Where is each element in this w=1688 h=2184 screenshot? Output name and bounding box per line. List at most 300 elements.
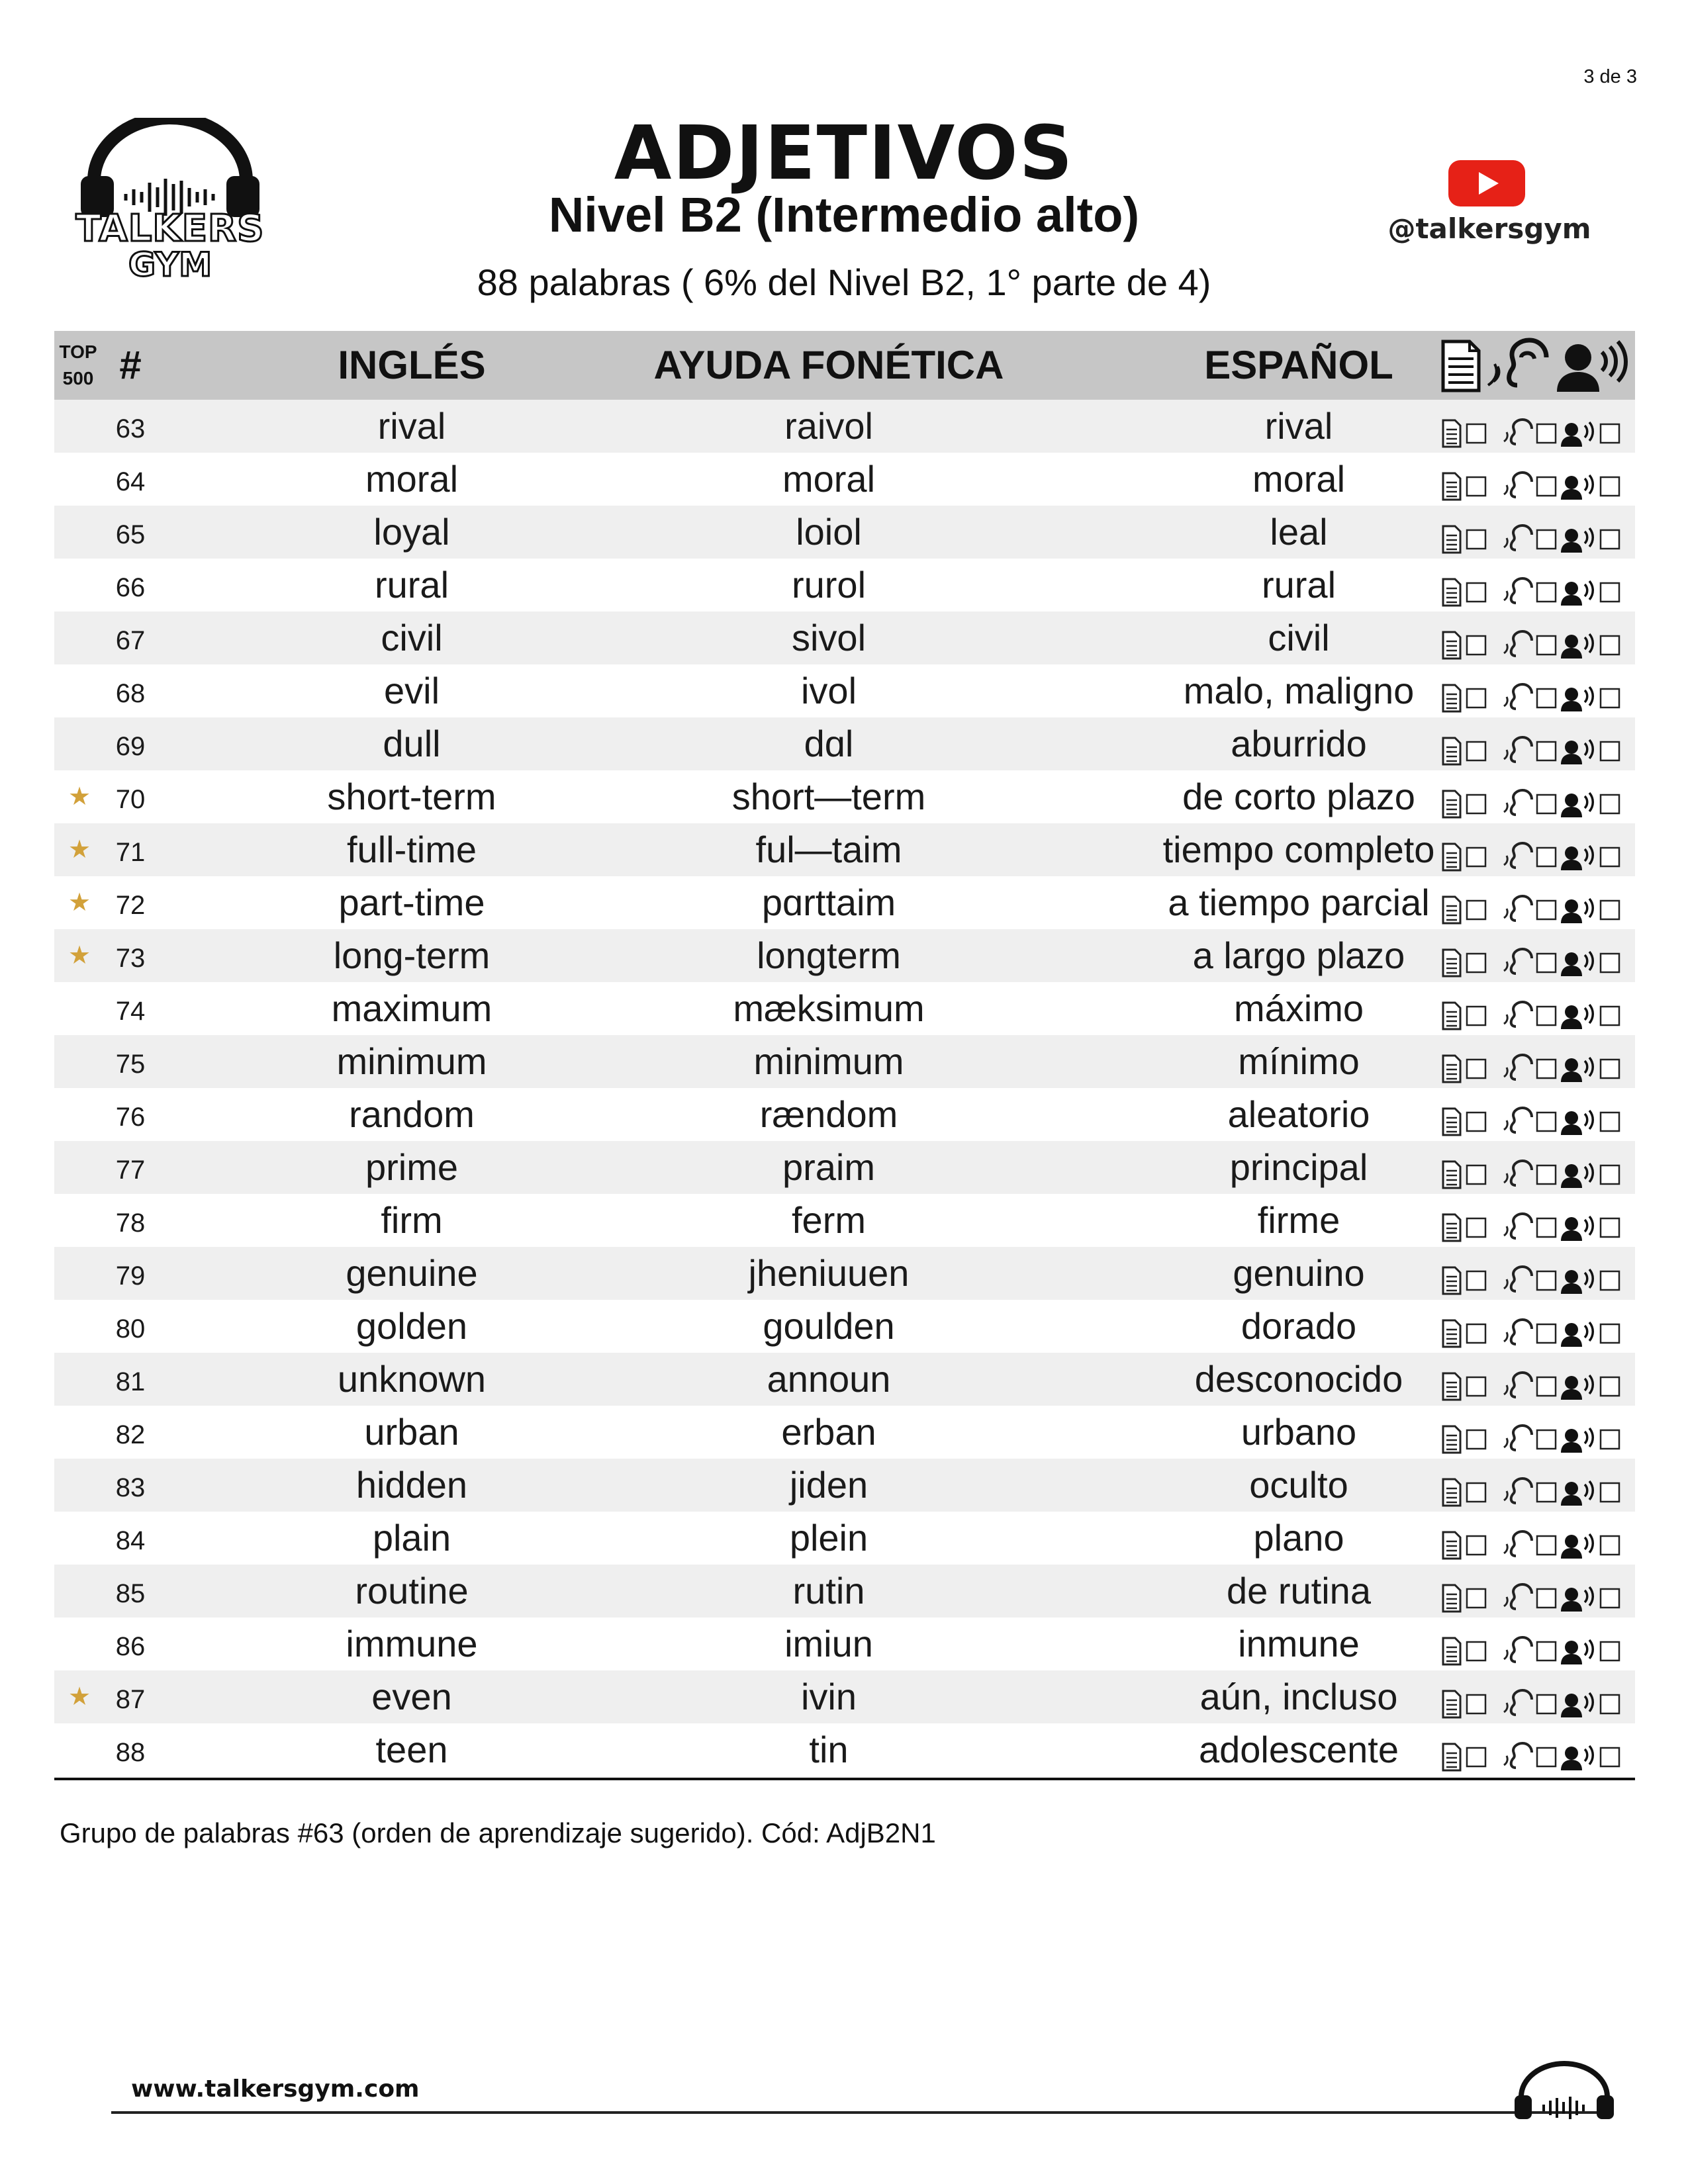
table-row bbox=[54, 1406, 1635, 1459]
top-500-star-icon: ★ bbox=[68, 1683, 91, 1711]
word-number: 76 bbox=[115, 1103, 146, 1132]
phonetic-aid: rutin bbox=[792, 1570, 865, 1612]
top-500-star-icon bbox=[60, 717, 99, 770]
speak-small-icon bbox=[1561, 740, 1593, 764]
practice-checkboxes[interactable] bbox=[1438, 1469, 1630, 1501]
table-row bbox=[54, 1247, 1635, 1300]
channel-handle[interactable]: @talkersgym bbox=[1387, 212, 1591, 245]
top-500-star-icon bbox=[60, 1194, 99, 1247]
table-row bbox=[54, 1459, 1635, 1512]
practice-checkboxes[interactable] bbox=[1438, 410, 1630, 442]
listen-small-icon bbox=[1504, 1002, 1532, 1026]
practice-checkboxes[interactable] bbox=[1438, 1522, 1630, 1554]
english-word: genuine bbox=[346, 1252, 478, 1294]
english-word: golden bbox=[355, 1305, 468, 1347]
listen-small-icon bbox=[1504, 896, 1532, 921]
spanish-translation: urbano bbox=[1241, 1411, 1357, 1453]
practice-checkboxes[interactable] bbox=[1438, 1152, 1630, 1183]
practice-checkboxes-icon bbox=[1438, 1582, 1630, 1614]
speak-icon bbox=[1557, 341, 1626, 392]
word-number: 70 bbox=[115, 785, 146, 814]
spanish-translation: inmune bbox=[1238, 1623, 1360, 1664]
spanish-translation: moral bbox=[1252, 458, 1346, 500]
english-word: minimum bbox=[336, 1040, 487, 1082]
word-number: 80 bbox=[115, 1314, 146, 1343]
word-number: 71 bbox=[115, 838, 146, 867]
listen-small-icon bbox=[1504, 1320, 1532, 1344]
english-word: hidden bbox=[355, 1464, 468, 1506]
vocabulary-table bbox=[54, 331, 1635, 1776]
spanish-translation: de rutina bbox=[1227, 1570, 1371, 1612]
practice-checkboxes-icon bbox=[1438, 1477, 1630, 1508]
top-500-star-icon bbox=[60, 559, 99, 612]
speak-small-icon bbox=[1561, 1375, 1593, 1400]
read-small-icon bbox=[1443, 1056, 1460, 1082]
practice-checkboxes-icon bbox=[1438, 1688, 1630, 1720]
read-icon bbox=[1443, 341, 1479, 390]
read-small-icon bbox=[1443, 473, 1460, 500]
practice-checkboxes[interactable] bbox=[1438, 940, 1630, 972]
practice-checkboxes-icon bbox=[1438, 629, 1630, 661]
practice-checkboxes[interactable] bbox=[1438, 1046, 1630, 1077]
table-row bbox=[54, 929, 1635, 982]
phonetic-aid: pɑrttaim bbox=[761, 882, 896, 923]
phonetic-aid: longterm bbox=[757, 934, 901, 976]
logo-word-talkers: TALKERS bbox=[75, 207, 265, 250]
speak-small-icon bbox=[1561, 581, 1593, 606]
top-500-star-icon bbox=[60, 1617, 99, 1670]
speak-small-icon bbox=[1561, 1269, 1593, 1294]
table-row bbox=[54, 664, 1635, 717]
read-small-icon bbox=[1443, 420, 1460, 447]
word-number: 69 bbox=[115, 732, 146, 761]
listen-small-icon bbox=[1504, 473, 1532, 497]
english-word: plain bbox=[372, 1517, 451, 1559]
phonetic-aid: imiun bbox=[784, 1623, 873, 1664]
table-row bbox=[54, 982, 1635, 1035]
table-row bbox=[54, 1300, 1635, 1353]
read-small-icon bbox=[1443, 844, 1460, 870]
listen-small-icon bbox=[1504, 1161, 1532, 1185]
read-small-icon bbox=[1443, 1161, 1460, 1188]
phonetic-aid: raivol bbox=[784, 405, 873, 447]
speak-small-icon bbox=[1561, 1534, 1593, 1559]
table-row bbox=[54, 1353, 1635, 1406]
table-bottom-rule bbox=[54, 1778, 1635, 1780]
read-small-icon bbox=[1443, 1267, 1460, 1294]
spanish-translation: malo, maligno bbox=[1183, 670, 1415, 711]
practice-checkboxes-icon bbox=[1438, 1424, 1630, 1455]
listen-small-icon bbox=[1504, 843, 1532, 868]
practice-checkboxes-icon bbox=[1438, 894, 1630, 926]
footer-url-link[interactable]: www.talkersgym.com bbox=[131, 2075, 420, 2103]
practice-checkboxes[interactable] bbox=[1438, 1257, 1630, 1289]
word-number: 78 bbox=[115, 1208, 146, 1238]
speak-small-icon bbox=[1561, 1322, 1593, 1347]
phonetic-aid: plein bbox=[789, 1517, 868, 1559]
phonetic-aid: ful—taim bbox=[755, 829, 902, 870]
word-number: 66 bbox=[115, 573, 146, 602]
listen-small-icon bbox=[1504, 1637, 1532, 1662]
read-small-icon bbox=[1443, 1585, 1460, 1612]
read-small-icon bbox=[1443, 1638, 1460, 1664]
english-word: maximum bbox=[331, 987, 492, 1029]
english-word: part-time bbox=[338, 882, 485, 923]
english-word: teen bbox=[375, 1729, 448, 1770]
english-word: rural bbox=[374, 564, 449, 606]
phonetic-aid: dɑl bbox=[804, 723, 854, 764]
table-row bbox=[54, 1035, 1635, 1088]
top-label: TOP bbox=[59, 341, 97, 362]
word-number: 73 bbox=[115, 944, 146, 973]
spanish-translation: plano bbox=[1253, 1517, 1344, 1559]
phonetic-aid: ivin bbox=[800, 1676, 857, 1717]
spanish-translation: firme bbox=[1257, 1199, 1340, 1241]
phonetic-aid: goulden bbox=[763, 1305, 895, 1347]
top-500-star-icon bbox=[60, 1247, 99, 1300]
listen-small-icon bbox=[1504, 1055, 1532, 1079]
top-500-star-icon: ★ bbox=[68, 942, 91, 970]
table-row bbox=[54, 1088, 1635, 1141]
phonetic-aid: moral bbox=[782, 458, 876, 500]
footnote: Grupo de palabras #63 (orden de aprendizaje sugerido). Cód: AdjB2N1 bbox=[60, 1817, 936, 1848]
word-number: 87 bbox=[115, 1685, 146, 1714]
speak-small-icon bbox=[1561, 1005, 1593, 1029]
word-number: 86 bbox=[115, 1632, 146, 1661]
phonetic-aid: praim bbox=[782, 1146, 876, 1188]
practice-checkboxes[interactable] bbox=[1438, 569, 1630, 601]
table-row bbox=[54, 1194, 1635, 1247]
speak-small-icon bbox=[1561, 793, 1593, 817]
phonetic-aid: loiol bbox=[796, 511, 862, 553]
table-row bbox=[54, 717, 1635, 770]
listen-small-icon bbox=[1504, 684, 1532, 709]
english-word: immune bbox=[346, 1623, 478, 1664]
top-500-star-icon bbox=[60, 1406, 99, 1459]
word-number: 72 bbox=[115, 891, 146, 920]
spanish-translation: aleatorio bbox=[1227, 1093, 1370, 1135]
footer-divider bbox=[111, 2111, 1614, 2114]
practice-checkboxes[interactable] bbox=[1438, 1310, 1630, 1342]
read-small-icon bbox=[1443, 632, 1460, 659]
practice-checkboxes[interactable] bbox=[1438, 463, 1630, 495]
phonetic-aid: erban bbox=[781, 1411, 876, 1453]
listen-small-icon bbox=[1504, 1267, 1532, 1291]
word-number: 75 bbox=[115, 1050, 146, 1079]
practice-checkboxes[interactable] bbox=[1438, 728, 1630, 760]
read-small-icon bbox=[1443, 685, 1460, 711]
english-word: even bbox=[371, 1676, 452, 1717]
speak-small-icon bbox=[1561, 1428, 1593, 1453]
read-small-icon bbox=[1443, 738, 1460, 764]
read-small-icon bbox=[1443, 897, 1460, 923]
spanish-translation: aburrido bbox=[1231, 723, 1367, 764]
spanish-translation: tiempo completo bbox=[1162, 829, 1435, 870]
word-number: 85 bbox=[115, 1579, 146, 1608]
spanish-translation: de corto plazo bbox=[1182, 776, 1415, 817]
english-word: prime bbox=[365, 1146, 459, 1188]
practice-checkboxes[interactable] bbox=[1438, 781, 1630, 813]
practice-checkboxes[interactable] bbox=[1438, 516, 1630, 548]
listen-small-icon bbox=[1504, 1743, 1532, 1768]
read-small-icon bbox=[1443, 579, 1460, 606]
phonetic-aid: announ bbox=[767, 1358, 891, 1400]
practice-checkboxes-icon bbox=[1438, 1265, 1630, 1297]
phonetic-aid: ivol bbox=[800, 670, 857, 711]
practice-checkboxes[interactable] bbox=[1438, 887, 1630, 919]
word-number: 65 bbox=[115, 520, 146, 549]
english-word: firm bbox=[381, 1199, 443, 1241]
practice-checkboxes-icon bbox=[1438, 735, 1630, 767]
top-500-star-icon bbox=[60, 1565, 99, 1617]
practice-checkboxes-icon bbox=[1438, 1053, 1630, 1085]
word-count-line: 88 palabras ( 6% del Nivel B2, 1° parte de 4) bbox=[477, 261, 1211, 303]
english-word: random bbox=[349, 1093, 475, 1135]
practice-checkboxes-icon bbox=[1438, 576, 1630, 608]
practice-checkboxes-icon bbox=[1438, 788, 1630, 820]
practice-checkboxes-icon bbox=[1438, 682, 1630, 714]
spanish-translation: principal bbox=[1229, 1146, 1368, 1188]
english-header: INGLÉS bbox=[338, 343, 486, 387]
spanish-translation: oculto bbox=[1249, 1464, 1348, 1506]
practice-icons-header bbox=[1438, 338, 1630, 393]
listen-small-icon bbox=[1504, 1426, 1532, 1450]
phonetic-aid: minimum bbox=[753, 1040, 904, 1082]
phonetic-header: AYUDA FONÉTICA bbox=[653, 343, 1004, 387]
english-word: unknown bbox=[337, 1358, 487, 1400]
table-row bbox=[54, 823, 1635, 876]
practice-checkboxes[interactable] bbox=[1438, 834, 1630, 866]
word-number: 74 bbox=[115, 997, 146, 1026]
table-row bbox=[54, 453, 1635, 506]
table-row bbox=[54, 1512, 1635, 1565]
speak-small-icon bbox=[1561, 1587, 1593, 1612]
top-500-star-icon bbox=[60, 1353, 99, 1406]
phonetic-aid: sivol bbox=[791, 617, 867, 659]
english-word: evil bbox=[383, 670, 440, 711]
practice-checkboxes-icon bbox=[1438, 1159, 1630, 1191]
english-word: urban bbox=[364, 1411, 459, 1453]
practice-checkboxes[interactable] bbox=[1438, 622, 1630, 654]
number-header: # bbox=[119, 343, 142, 387]
speak-small-icon bbox=[1561, 899, 1593, 923]
speak-small-icon bbox=[1561, 1481, 1593, 1506]
speak-small-icon bbox=[1561, 952, 1593, 976]
practice-checkboxes-icon bbox=[1438, 1635, 1630, 1667]
practice-checkboxes[interactable] bbox=[1438, 675, 1630, 707]
listen-small-icon bbox=[1504, 1531, 1532, 1556]
practice-checkboxes-icon bbox=[1438, 1529, 1630, 1561]
listen-small-icon bbox=[1504, 578, 1532, 603]
listen-small-icon bbox=[1504, 525, 1532, 550]
practice-checkboxes-icon bbox=[1438, 1741, 1630, 1773]
spanish-translation: adolescente bbox=[1198, 1729, 1399, 1770]
word-number: 67 bbox=[115, 626, 146, 655]
practice-checkboxes-icon bbox=[1438, 1371, 1630, 1402]
page-subtitle: Nivel B2 (Intermedio alto) bbox=[548, 187, 1140, 242]
top-500-star-icon bbox=[60, 1035, 99, 1088]
read-small-icon bbox=[1443, 950, 1460, 976]
phonetic-aid: rændom bbox=[759, 1093, 898, 1135]
listen-small-icon bbox=[1504, 1108, 1532, 1132]
practice-checkboxes[interactable] bbox=[1438, 1681, 1630, 1713]
read-small-icon bbox=[1443, 526, 1460, 553]
practice-checkboxes-icon bbox=[1438, 1318, 1630, 1349]
read-small-icon bbox=[1443, 1214, 1460, 1241]
practice-checkboxes[interactable] bbox=[1438, 1734, 1630, 1766]
listen-small-icon bbox=[1504, 420, 1532, 444]
phonetic-aid: ferm bbox=[792, 1199, 866, 1241]
spanish-translation: rival bbox=[1264, 405, 1333, 447]
spanish-translation: aún, incluso bbox=[1199, 1676, 1398, 1717]
speak-small-icon bbox=[1561, 846, 1593, 870]
table-row bbox=[54, 400, 1635, 453]
top-500-star-icon bbox=[60, 1459, 99, 1512]
listen-small-icon bbox=[1504, 790, 1532, 815]
table-row bbox=[54, 1723, 1635, 1776]
practice-checkboxes-icon bbox=[1438, 1212, 1630, 1244]
top-500-star-icon bbox=[60, 1300, 99, 1353]
speak-small-icon bbox=[1561, 422, 1593, 447]
listen-small-icon bbox=[1504, 1690, 1532, 1715]
spanish-translation: a tiempo parcial bbox=[1168, 882, 1430, 923]
listen-small-icon bbox=[1504, 1584, 1532, 1609]
listen-small-icon bbox=[1504, 949, 1532, 974]
speak-small-icon bbox=[1561, 528, 1593, 553]
read-small-icon bbox=[1443, 1426, 1460, 1453]
phonetic-aid: jheniuuen bbox=[748, 1252, 910, 1294]
english-word: loyal bbox=[373, 511, 450, 553]
top-500-star-icon bbox=[60, 453, 99, 506]
spanish-translation: civil bbox=[1268, 617, 1330, 659]
speak-small-icon bbox=[1561, 634, 1593, 659]
practice-checkboxes-icon bbox=[1438, 418, 1630, 449]
footer-headphones-icon bbox=[1508, 2058, 1620, 2124]
english-word: short-term bbox=[327, 776, 496, 817]
read-small-icon bbox=[1443, 1373, 1460, 1400]
table-body bbox=[54, 400, 1635, 1776]
table-row bbox=[54, 559, 1635, 612]
table-row bbox=[54, 876, 1635, 929]
listen-small-icon bbox=[1504, 1479, 1532, 1503]
word-number: 81 bbox=[115, 1367, 146, 1396]
listen-small-icon bbox=[1504, 1373, 1532, 1397]
top-500-star-icon bbox=[60, 1723, 99, 1776]
practice-checkboxes-icon bbox=[1438, 523, 1630, 555]
read-small-icon bbox=[1443, 1744, 1460, 1770]
top-500-star-icon: ★ bbox=[68, 836, 91, 864]
spanish-translation: a largo plazo bbox=[1192, 934, 1405, 976]
read-small-icon bbox=[1443, 1479, 1460, 1506]
spanish-translation: leal bbox=[1270, 511, 1328, 553]
speak-small-icon bbox=[1561, 1746, 1593, 1770]
read-small-icon bbox=[1443, 1532, 1460, 1559]
practice-checkboxes[interactable] bbox=[1438, 1363, 1630, 1395]
practice-checkboxes-icon bbox=[1438, 841, 1630, 873]
table-row bbox=[54, 1565, 1635, 1617]
word-number: 82 bbox=[115, 1420, 146, 1449]
phonetic-aid: tin bbox=[809, 1729, 849, 1770]
word-number: 77 bbox=[115, 1156, 146, 1185]
practice-checkboxes[interactable] bbox=[1438, 1575, 1630, 1607]
practice-checkboxes[interactable] bbox=[1438, 993, 1630, 1024]
top-500-star-icon bbox=[60, 612, 99, 664]
practice-checkboxes-icon bbox=[1438, 471, 1630, 502]
english-word: full-time bbox=[346, 829, 477, 870]
table-row bbox=[54, 770, 1635, 823]
logo-word-gym: GYM bbox=[128, 246, 212, 284]
word-number: 68 bbox=[115, 679, 146, 708]
word-number: 84 bbox=[115, 1526, 146, 1555]
english-word: long-term bbox=[333, 934, 491, 976]
top-500-star-icon bbox=[60, 506, 99, 559]
word-number: 83 bbox=[115, 1473, 146, 1502]
speak-small-icon bbox=[1561, 1163, 1593, 1188]
phonetic-aid: jiden bbox=[789, 1464, 868, 1506]
spanish-translation: desconocido bbox=[1194, 1358, 1403, 1400]
spanish-translation: genuino bbox=[1233, 1252, 1365, 1294]
table-row bbox=[54, 612, 1635, 664]
speak-small-icon bbox=[1561, 475, 1593, 500]
spanish-translation: mínimo bbox=[1238, 1040, 1360, 1082]
spanish-header: ESPAÑOL bbox=[1204, 343, 1393, 387]
top-count-label: 500 bbox=[62, 368, 94, 388]
spanish-translation: dorado bbox=[1241, 1305, 1357, 1347]
word-number: 88 bbox=[115, 1738, 146, 1767]
speak-small-icon bbox=[1561, 1693, 1593, 1717]
english-word: dull bbox=[383, 723, 441, 764]
top-500-star-icon bbox=[60, 664, 99, 717]
read-small-icon bbox=[1443, 1691, 1460, 1717]
practice-checkboxes-icon bbox=[1438, 947, 1630, 979]
speak-small-icon bbox=[1561, 1111, 1593, 1135]
top-500-star-icon bbox=[60, 1512, 99, 1565]
top-500-star-icon: ★ bbox=[68, 889, 91, 917]
english-word: moral bbox=[365, 458, 459, 500]
top-500-star-icon: ★ bbox=[68, 783, 91, 811]
listen-icon bbox=[1488, 340, 1546, 385]
table-row bbox=[54, 1617, 1635, 1670]
phonetic-aid: short—term bbox=[731, 776, 926, 817]
read-small-icon bbox=[1443, 1109, 1460, 1135]
read-small-icon bbox=[1443, 791, 1460, 817]
english-word: rival bbox=[377, 405, 446, 447]
listen-small-icon bbox=[1504, 631, 1532, 656]
table-header bbox=[54, 331, 1635, 400]
practice-checkboxes[interactable] bbox=[1438, 1416, 1630, 1448]
listen-small-icon bbox=[1504, 1214, 1532, 1238]
youtube-icon[interactable] bbox=[1447, 159, 1526, 208]
speak-small-icon bbox=[1561, 1216, 1593, 1241]
practice-checkboxes[interactable] bbox=[1438, 1099, 1630, 1130]
page-number: 3 de 3 bbox=[1583, 66, 1637, 87]
table-row bbox=[54, 1141, 1635, 1194]
table-row bbox=[54, 506, 1635, 559]
word-number: 63 bbox=[115, 414, 146, 443]
english-word: civil bbox=[381, 617, 443, 659]
table-row bbox=[54, 1670, 1635, 1723]
speak-small-icon bbox=[1561, 1058, 1593, 1082]
english-word: routine bbox=[355, 1570, 469, 1612]
spanish-translation: rural bbox=[1261, 564, 1336, 606]
practice-checkboxes-icon bbox=[1438, 1000, 1630, 1032]
read-small-icon bbox=[1443, 1003, 1460, 1029]
practice-checkboxes[interactable] bbox=[1438, 1628, 1630, 1660]
top-500-star-icon bbox=[60, 400, 99, 453]
word-number: 64 bbox=[115, 467, 146, 496]
practice-checkboxes[interactable] bbox=[1438, 1205, 1630, 1236]
listen-small-icon bbox=[1504, 737, 1532, 762]
